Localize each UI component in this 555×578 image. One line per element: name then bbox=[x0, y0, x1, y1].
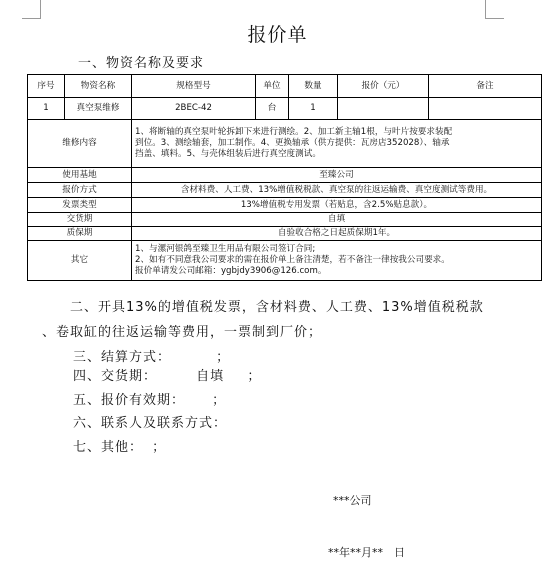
cell-remark bbox=[429, 98, 542, 120]
cell-model: 2BEC-42 bbox=[132, 98, 256, 120]
note-5-end: ； bbox=[212, 393, 227, 408]
note-3 bbox=[73, 346, 230, 365]
note-3-label: 三、结算方式： bbox=[73, 350, 172, 365]
repair-content-row bbox=[28, 120, 542, 168]
repair-content-value bbox=[132, 120, 542, 168]
section-heading bbox=[78, 52, 204, 71]
note-7-end: ； bbox=[152, 440, 167, 455]
crop-mark-top-left-h bbox=[22, 18, 41, 19]
other-line-2: 2、如有不同意我公司要求的需在报价单上备注清楚，若不备注一律按我公司要求。 bbox=[135, 255, 450, 265]
table-header-row bbox=[28, 75, 542, 98]
footer-date: **年**月** 日 bbox=[328, 546, 405, 559]
note-5 bbox=[73, 389, 226, 408]
cell-name: 真空泵维修 bbox=[65, 98, 132, 120]
other-line-1: 1、与漯河银鸽至臻卫生用品有限公司签订合同; bbox=[135, 244, 316, 254]
delivery-label: 交货期 bbox=[28, 213, 132, 227]
repair-line-2: 到位。3、测绘轴套，加工制作。4、更换轴承（供方提供：瓦房店352028）、轴承 bbox=[135, 138, 450, 148]
note-4-label: 四、交货期： bbox=[73, 369, 158, 384]
warranty-label: 质保期 bbox=[28, 227, 132, 241]
cell-index: 1 bbox=[28, 98, 65, 120]
other-row bbox=[28, 241, 542, 281]
note-4 bbox=[73, 365, 261, 384]
footer-company: ***公司 bbox=[333, 494, 372, 507]
crop-mark-top-right-v bbox=[485, 0, 486, 18]
site-label: 使用基地 bbox=[28, 168, 132, 183]
other-label: 其它 bbox=[28, 241, 132, 281]
repair-line-3: 挡盖、填料。5、与壳体组装后进行真空度测试。 bbox=[135, 149, 321, 159]
header-cell-price: 报价（元） bbox=[338, 75, 429, 98]
note-2-line-2: 、卷取缸的往返运输等费用，一票制到厂价； bbox=[42, 325, 323, 340]
cell-unit: 台 bbox=[256, 98, 289, 120]
header-cell-remark: 备注 bbox=[429, 75, 542, 98]
note-7 bbox=[73, 436, 166, 455]
warranty-value: 自验收合格之日起质保期1年。 bbox=[132, 227, 542, 241]
cell-price bbox=[338, 98, 429, 120]
note-6: 六、联系人及联系方式： bbox=[73, 416, 228, 431]
quote-method-row bbox=[28, 183, 542, 198]
crop-mark-top-right-h bbox=[485, 18, 504, 19]
header-cell-model: 规格型号 bbox=[132, 75, 256, 98]
quote-table bbox=[27, 74, 542, 281]
note-5-label: 五、报价有效期： bbox=[73, 393, 186, 408]
note-2-line-1: 二、开具13%的增值税发票，含材料费、人工费、13%增值税税款 bbox=[70, 300, 484, 315]
header-cell-name: 物资名称 bbox=[65, 75, 132, 98]
delivery-value: 自填 bbox=[132, 213, 542, 227]
header-cell-qty: 数量 bbox=[289, 75, 338, 98]
other-line-3: 报价单请发公司邮箱：ygbjdy3906@126.com。 bbox=[135, 266, 327, 276]
section-heading-text: 一、物资名称及要求 bbox=[78, 56, 205, 71]
crop-mark-top-left-v bbox=[40, 0, 41, 18]
invoice-type-value: 13%增值税专用发票（若贴息，含2.5%贴息款）。 bbox=[132, 198, 542, 213]
note-4-value: 自填 bbox=[196, 369, 225, 384]
site-row bbox=[28, 168, 542, 183]
invoice-type-label: 发票类型 bbox=[28, 198, 132, 213]
header-cell-unit: 单位 bbox=[256, 75, 289, 98]
note-7-label: 七、其他： bbox=[73, 440, 144, 455]
repair-content-label: 维修内容 bbox=[28, 120, 132, 168]
cell-qty: 1 bbox=[289, 98, 338, 120]
warranty-row bbox=[28, 227, 542, 241]
other-value bbox=[132, 241, 542, 281]
quote-method-label: 报价方式 bbox=[28, 183, 132, 198]
quote-method-value: 含材料费、人工费、13%增值税税款、真空泵的往返运输费、真空度测试等费用。 bbox=[132, 183, 542, 198]
note-3-end: ； bbox=[216, 350, 231, 365]
delivery-row bbox=[28, 213, 542, 227]
site-value: 至臻公司 bbox=[132, 168, 542, 183]
repair-line-1: 1、将断轴的真空泵叶轮拆卸下来进行测绘。2、加工新主轴1根，与叶片按要求装配 bbox=[135, 127, 453, 137]
page-title: 报价单 bbox=[247, 24, 308, 46]
invoice-type-row bbox=[28, 198, 542, 213]
table-row bbox=[28, 98, 542, 120]
note-4-end: ； bbox=[247, 369, 262, 384]
header-cell-index: 序号 bbox=[28, 75, 65, 98]
